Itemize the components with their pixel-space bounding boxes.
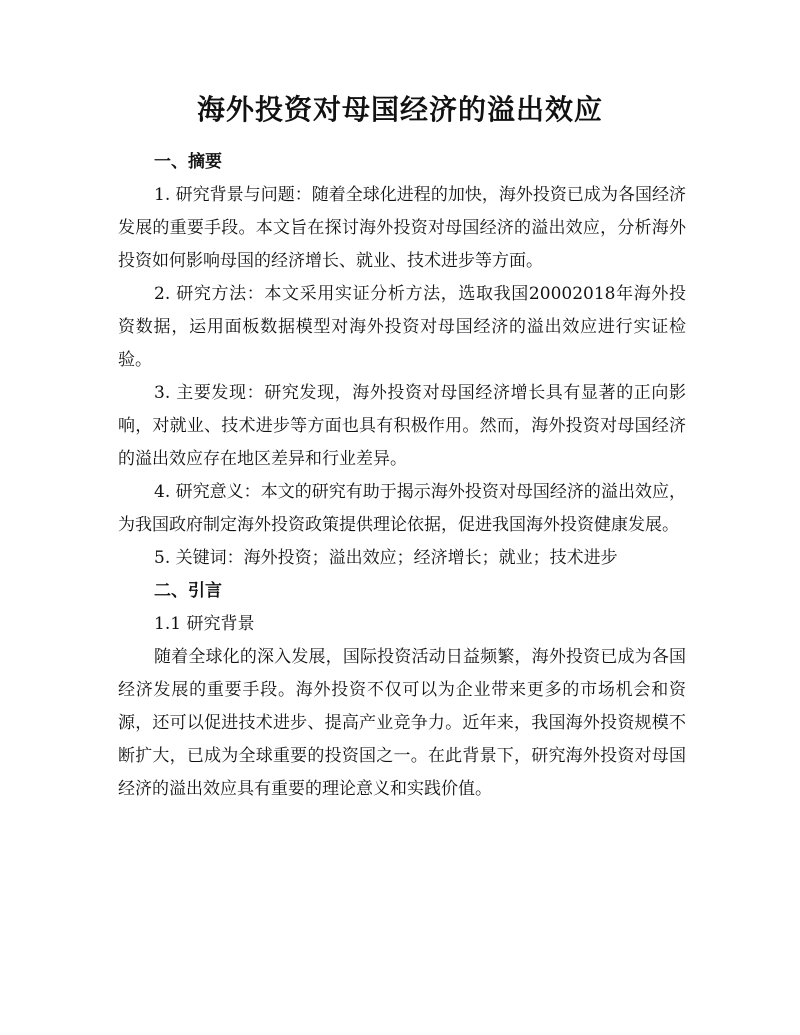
intro-subheading: 1.1 研究背景 xyxy=(154,614,255,634)
abstract-item-keywords: 5. 关键词：海外投资；溢出效应；经济增长；就业；技术进步 xyxy=(154,548,618,568)
abstract-item-background: 1. 研究背景与问题：随着全球化进程的加快，海外投资已成为各国经济发展的重要手段。本文旨在探讨海外投资对母国经济的溢出效应，分析海外投资如何影响母国的经济增长、就业、技术进步等方面。 xyxy=(118,185,686,271)
intro-heading: 二、引言 xyxy=(154,581,222,601)
abstract-item-findings: 3. 主要发现：研究发现，海外投资对母国经济增长具有显著的正向影响，对就业、技术进步等方面也具有积极作用。然而，海外投资对母国经济的溢出效应存在地区差异和行业差异。 xyxy=(118,383,686,469)
abstract-heading: 一、摘要 xyxy=(154,152,222,172)
document-title: 海外投资对母国经济的溢出效应 xyxy=(196,93,603,126)
abstract-item-significance: 4. 研究意义：本文的研究有助于揭示海外投资对母国经济的溢出效应，为我国政府制定海外投资政策提供理论依据，促进我国海外投资健康发展。 xyxy=(118,482,686,535)
abstract-item-method: 2. 研究方法：本文采用实证分析方法，选取我国20002018年海外投资数据，运用面板数据模型对海外投资对母国经济的溢出效应进行实证检验。 xyxy=(118,284,686,370)
document-body xyxy=(118,146,686,806)
intro-paragraph: 随着全球化的深入发展，国际投资活动日益频繁，海外投资已成为各国经济发展的重要手段。海外投资不仅可以为企业带来更多的市场机会和资源，还可以促进技术进步、提高产业竞争力。近年来，我国海外投资规模不断扩大，已成为全球重要的投资国之一。在此背景下，研究海外投资对母国经济的溢出效应具有重要的理论意义和实践价值。 xyxy=(118,647,686,799)
